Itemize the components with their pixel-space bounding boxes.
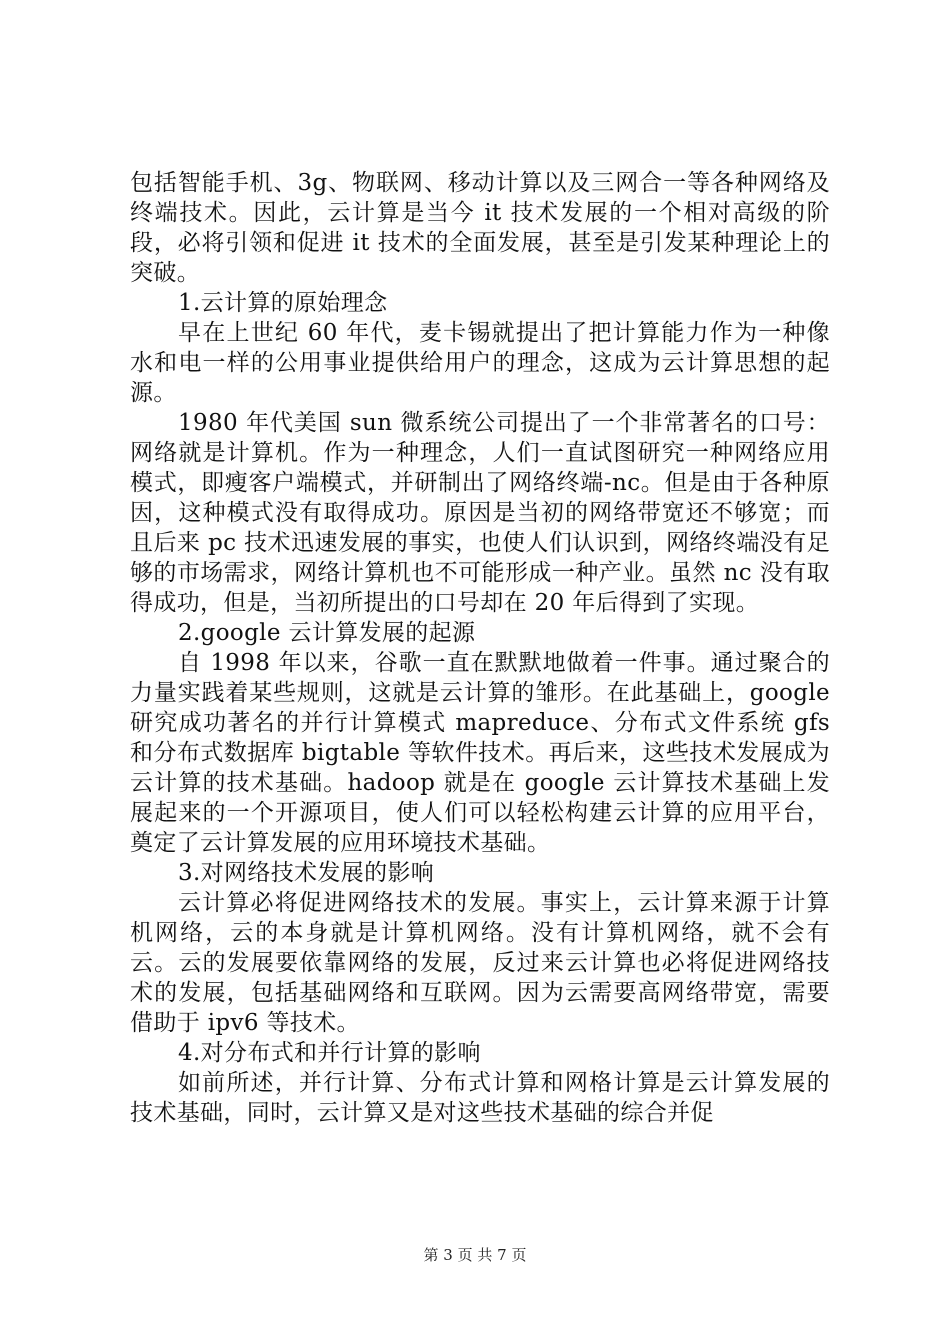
page-number: 第 3 页 共 7 页 (423, 1246, 527, 1264)
document-body (130, 168, 830, 1128)
section-heading: 2.google 云计算发展的起源 (178, 620, 476, 646)
body-paragraph: 包括智能手机、3g、物联网、移动计算以及三网合一等各种网络及终端技术。因此，云计算是当今 it 技术发展的一个相对高级的阶段，必将引领和促进 it 技术的全面发展，甚至是引发某种理论上的突破。 (130, 170, 830, 286)
section-heading: 3.对网络技术发展的影响 (178, 860, 435, 886)
body-paragraph: 云计算必将促进网络技术的发展。事实上，云计算来源于计算机网络，云的本身就是计算机网络。没有计算机网络，就不会有云。云的发展要依靠网络的发展，反过来云计算也必将促进网络技术的发展，包括基础网络和互联网。因为云需要高网络带宽，需要借助于 ipv6 等技术。 (130, 890, 830, 1036)
section-heading: 1.云计算的原始理念 (178, 290, 388, 316)
section-heading: 4.对分布式和并行计算的影响 (178, 1040, 481, 1066)
body-paragraph: 自 1998 年以来，谷歌一直在默默地做着一件事。通过聚合的力量实践着某些规则，这就是云计算的雏形。在此基础上，google 研究成功著名的并行计算模式 mapreduce、分布式文件系统 gfs 和分布式数据库 bigtable 等软件技术。再后来，这些技术发展成为云计算的技术基础。hadoop 就是在 google 云计算技术基础上发展起来的一个开源项目，使人们可以轻松构建云计算的应用平台，奠定了云计算发展的应用环境技术基础。 (130, 650, 830, 856)
body-paragraph: 如前所述，并行计算、分布式计算和网格计算是云计算发展的技术基础，同时，云计算又是对这些技术基础的综合并促 (130, 1070, 830, 1126)
body-paragraph: 早在上世纪 60 年代，麦卡锡就提出了把计算能力作为一种像水和电一样的公用事业提供给用户的理念，这成为云计算思想的起源。 (130, 320, 830, 406)
body-paragraph: 1980 年代美国 sun 微系统公司提出了一个非常著名的口号：网络就是计算机。作为一种理念，人们一直试图研究一种网络应用模式，即瘦客户端模式，并研制出了网络终端-nc。但是由于各种原因，这种模式没有取得成功。原因是当初的网络带宽还不够宽；而且后来 pc 技术迅速发展的事实，也使人们认识到，网络终端没有足够的市场需求，网络计算机也不可能形成一种产业。虽然 nc 没有取得成功，但是，当初所提出的口号却在 20 年后得到了实现。 (130, 410, 830, 616)
